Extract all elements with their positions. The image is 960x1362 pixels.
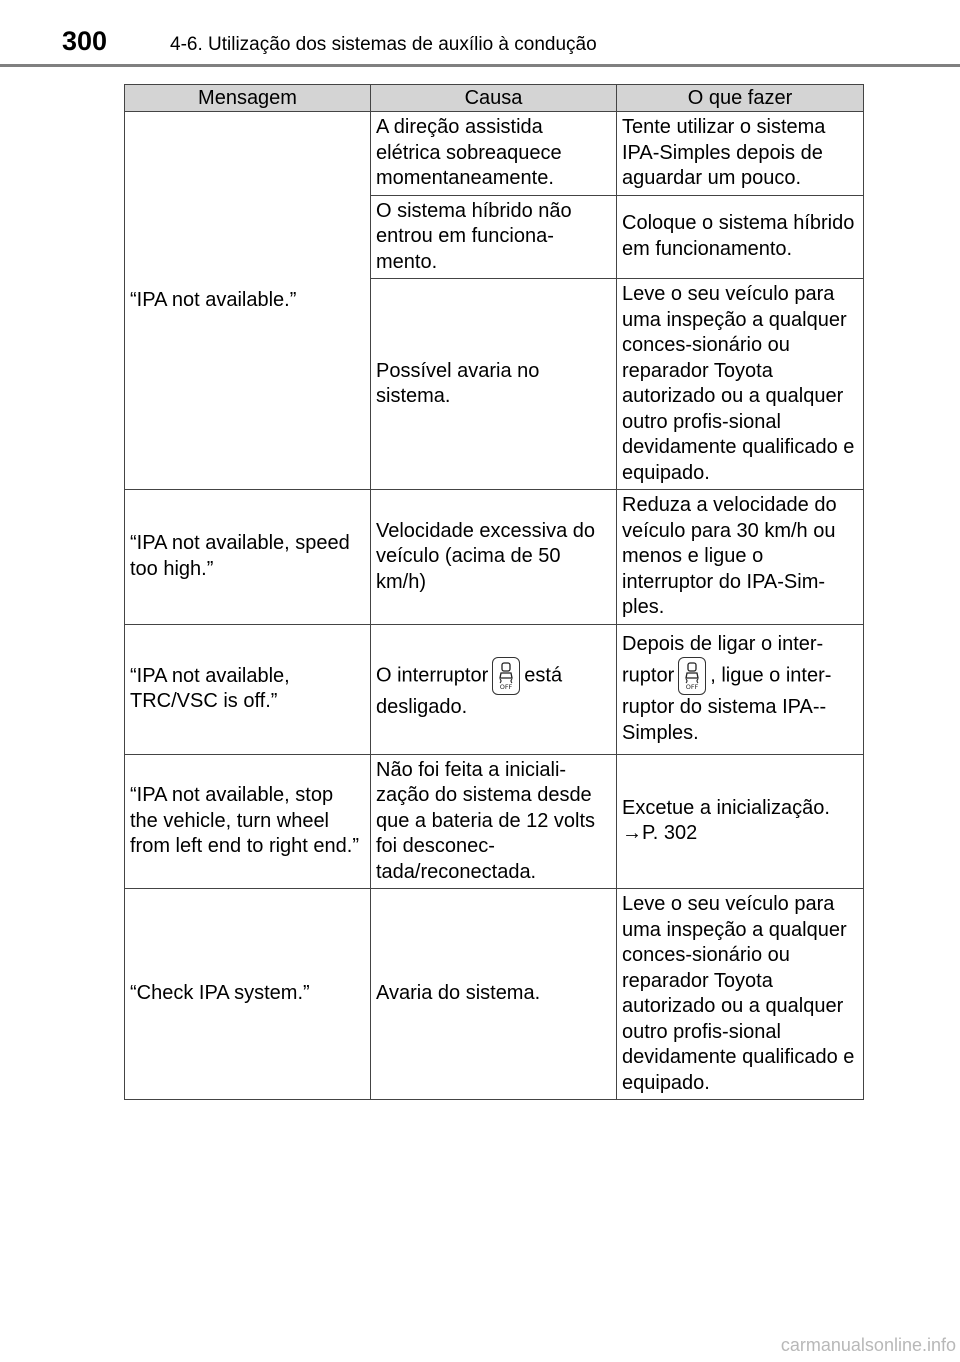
cause-cell: Avaria do sistema. [371,889,617,1100]
cause-text-after: está desligado. [376,664,563,719]
cause-cell: Velocidade excessiva do veículo (acima de 50 km/h) [371,490,617,625]
column-header-cause: Causa [371,85,617,112]
table-row [125,112,864,196]
cause-cell: O sistema híbrido não entrou em funciona-mento. [371,195,617,279]
table-row [125,490,864,625]
table-row [125,754,864,889]
action-cell: Leve o seu veículo para uma inspeção a qualquer conces-sionário ou reparador Toyota autorizado ou a qualquer outro profis-sional devidamente qualificado e equipado. [617,279,864,490]
table-row [125,624,864,754]
svg-text:OFF: OFF [685,683,699,691]
page-header [0,0,960,68]
cause-cell: A direção assistida elétrica sobreaquece momentaneamente. [371,112,617,196]
vsc-off-switch-icon [492,657,520,695]
vsc-off-switch-icon [678,657,706,695]
cause-cell [371,624,617,754]
page-reference: →P. 302 [622,822,698,845]
messages-table [124,84,864,1100]
action-cell: Reduza a velocidade do veículo para 30 km/h ou menos e ligue o interruptor do IPA-Sim-ples. [617,490,864,625]
action-cell: Tente utilizar o sistema IPA-Simples depois de aguardar um pouco. [617,112,864,196]
action-cell [617,624,864,754]
section-title: 4-6. Utilização dos sistemas de auxílio à condução [170,34,597,55]
column-header-message: Mensagem [125,85,371,112]
cause-cell: Não foi feita a iniciali-zação do sistema desde que a bateria de 12 volts foi desconec-tada/reconectada. [371,754,617,889]
message-cell: “IPA not available, speed too high.” [125,490,371,625]
action-text-before: Depois de ligar o inter-ruptor [622,632,824,687]
column-header-action: O que fazer [617,85,864,112]
svg-text:OFF: OFF [499,683,513,691]
action-text: Excetue a inicialização. [622,796,830,819]
action-text-after: , ligue o inter-ruptor do sistema IPA--Simples. [622,664,832,744]
cause-text-before: O interruptor [376,664,489,687]
action-cell [617,754,864,889]
table-row [125,889,864,1100]
message-cell: “IPA not available, stop the vehicle, turn wheel from left end to right end.” [125,754,371,889]
header-rule [0,64,960,67]
message-cell: “IPA not available, TRC/VSC is off.” [125,624,371,754]
action-cell: Leve o seu veículo para uma inspeção a qualquer conces-sionário ou reparador Toyota autorizado ou a qualquer outro profis-sional devidamente qualificado e equipado. [617,889,864,1100]
page-number: 300 [62,26,108,56]
watermark: carmanualsonline.info [780,1335,956,1355]
action-cell: Coloque o sistema híbrido em funcionamento. [617,195,864,279]
message-cell: “IPA not available.” [125,112,371,490]
table-header-row [125,85,864,112]
cause-cell: Possível avaria no sistema. [371,279,617,490]
message-cell: “Check IPA system.” [125,889,371,1100]
